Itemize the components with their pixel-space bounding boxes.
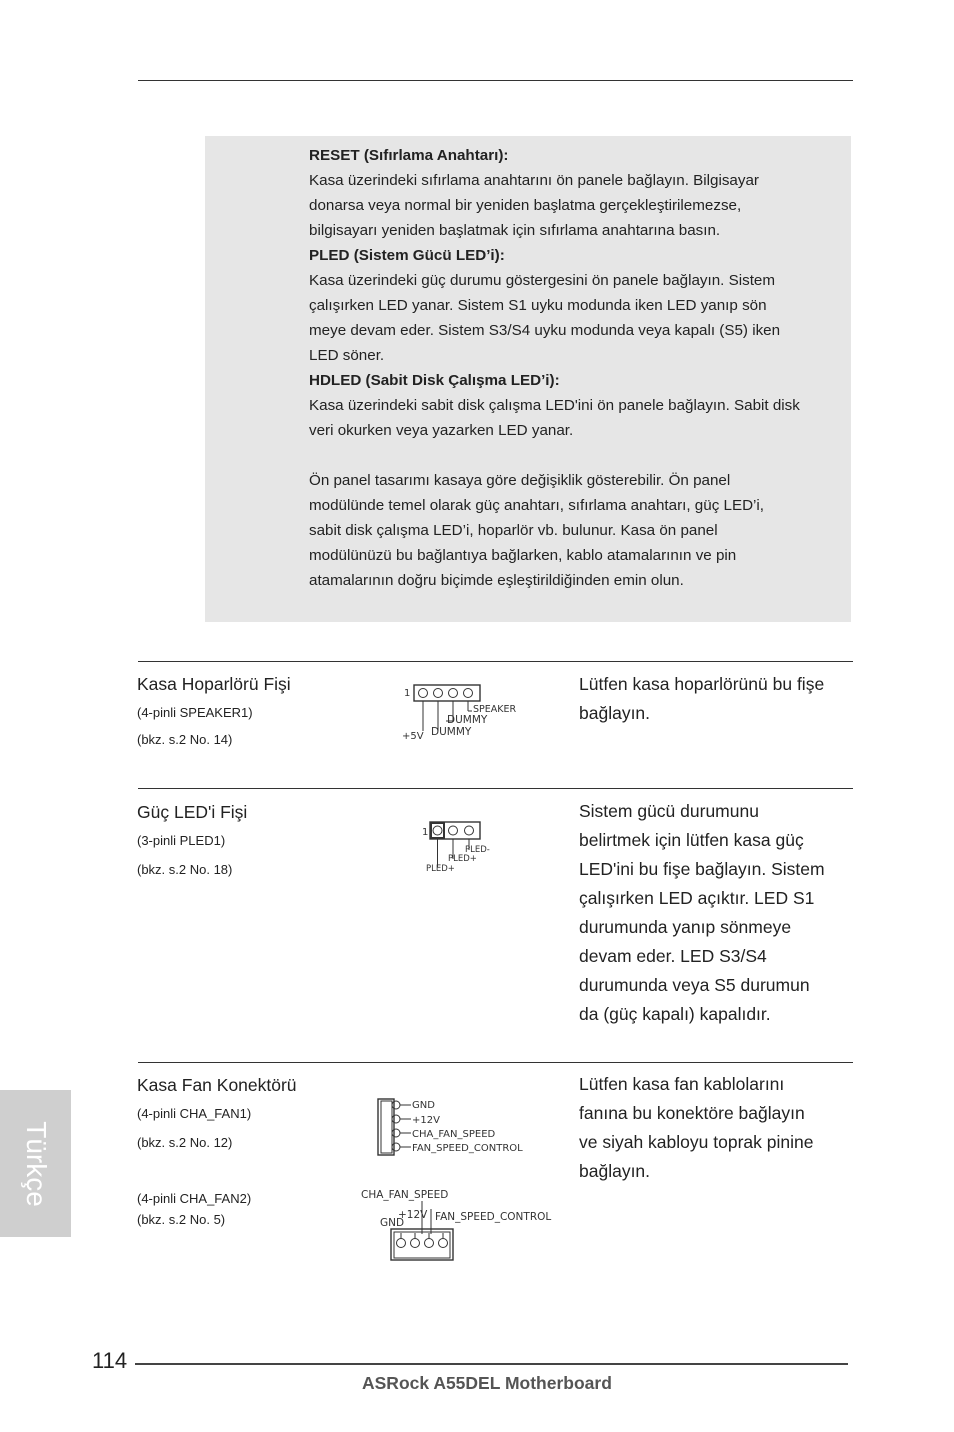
pled-description: Sistem gücü durumunu belirtmek için lütfen kasa güç LED'ini bu fişe bağlayın. Sistem çalışırken LED açıktır. LED S1 durumunda yanıp sönmeye devam eder. LED S3/S4 durumunda veya S5 durumun da (güç kapalı) kapalıdır. xyxy=(579,801,825,1024)
speaker-section-rule xyxy=(138,661,853,662)
gnd-pin-label: GND xyxy=(380,1217,405,1229)
pled-plus-label: PLED+ xyxy=(426,864,455,874)
cha-fan2-connector-diagram xyxy=(358,1185,563,1263)
fan-control-pin-label: FAN_SPEED_CONTROL xyxy=(435,1211,552,1223)
top-rule xyxy=(138,80,853,81)
fan1-pin-spec: (4-pinli CHA_FAN1) xyxy=(137,1106,252,1121)
pled-section-rule xyxy=(138,788,853,789)
pled-line: çalışırken LED yanar. Sistem S1 uyku modunda iken LED yanıp sön xyxy=(309,297,767,314)
cha-fan1-connector-diagram xyxy=(375,1095,545,1161)
dummy-pin-label: DUMMY xyxy=(431,726,472,738)
pled-line: meye devam eder. Sistem S3/S4 uyku modunda veya kapalı (S5) iken xyxy=(309,322,781,339)
pled-line: Kasa üzerindeki güç durumu göstergesini ön panele bağlayın. Sistem xyxy=(309,272,776,289)
fan-title: Kasa Fan Konektörü xyxy=(137,1075,297,1095)
language-side-tab xyxy=(0,1090,71,1237)
pled-page-ref: (bkz. s.2 No. 18) xyxy=(137,862,233,877)
front-panel-info-text xyxy=(309,143,854,593)
pin1-label: 1 xyxy=(404,688,411,699)
pled-minus-label: PLED- xyxy=(465,845,490,855)
reset-heading: RESET (Sıfırlama Anahtarı): xyxy=(309,147,509,164)
speaker-description: Lütfen kasa hoparlörünü bu fişe bağlayın. xyxy=(579,674,825,723)
page-number: 114 xyxy=(92,1348,128,1373)
footer-rule xyxy=(135,1363,848,1365)
pin1-label: 1 xyxy=(422,827,429,838)
note-line: modülünüzü bu bağlantıya bağlarken, kablo atamalarının ve pin xyxy=(309,547,737,564)
note-line: sabit disk çalışma LED’i, hoparlör vb. bulunur. Kasa ön panel xyxy=(309,522,718,539)
hdled-line: veri okurken veya yazarken LED yanar. xyxy=(309,422,574,439)
speaker-title: Kasa Hoparlörü Fişi xyxy=(137,674,291,694)
gnd-pin-label: GND xyxy=(412,1100,435,1111)
note-line: atamalarının doğru biçimde eşleştirildiğinden emin olun. xyxy=(309,572,684,589)
dummy-pin-label: DUMMY xyxy=(447,714,488,726)
5v-pin-label: +5V xyxy=(402,731,424,742)
reset-line: bilgisayarı yeniden başlatmak için sıfırlama anahtarına basın. xyxy=(309,222,721,239)
fan-speed-pin-label: CHA_FAN_SPEED xyxy=(361,1189,449,1201)
fan-description: Lütfen kasa fan kablolarını fanına bu konektöre bağlayın ve siyah kabloyu toprak pinine bağlayın. xyxy=(579,1074,814,1181)
fan-control-pin-label: FAN_SPEED_CONTROL xyxy=(412,1143,523,1154)
pled-heading: PLED (Sistem Gücü LED’i): xyxy=(309,247,505,264)
hdled-heading: HDLED (Sabit Disk Çalışma LED’i): xyxy=(309,372,560,389)
speaker-page-ref: (bkz. s.2 No. 14) xyxy=(137,732,233,747)
pled-title: Güç LED'i Fişi xyxy=(137,802,248,822)
hdled-line: Kasa üzerindeki sabit disk çalışma LED'ini ön panele bağlayın. Sabit disk xyxy=(309,397,800,414)
pled-connector-diagram xyxy=(420,817,510,875)
fan2-page-ref: (bkz. s.2 No. 5) xyxy=(137,1212,226,1227)
footer-product-name: ASRock A55DEL Motherboard xyxy=(362,1373,612,1393)
reset-line: donarsa veya normal bir yeniden başlatma gerçekleştirilemezse, xyxy=(309,197,742,214)
pled-line: LED söner. xyxy=(309,347,385,364)
fan-section-rule xyxy=(138,1062,853,1063)
language-tab-label: Türkçe xyxy=(20,1120,52,1207)
fan1-page-ref: (bkz. s.2 No. 12) xyxy=(137,1135,233,1150)
12v-pin-label: +12V xyxy=(398,1209,428,1221)
note-line: modülünde temel olarak güç anahtarı, sıfırlama anahtarı, güç LED’i, xyxy=(309,497,765,514)
12v-pin-label: +12V xyxy=(412,1115,440,1126)
pled-plus-label: PLED+ xyxy=(448,854,477,864)
note-line: Ön panel tasarımı kasaya göre değişiklik gösterebilir. Ön panel xyxy=(309,472,731,489)
speaker-pin-spec: (4-pinli SPEAKER1) xyxy=(137,705,253,720)
speaker-connector-diagram xyxy=(400,680,540,744)
pled-pin-spec: (3-pinli PLED1) xyxy=(137,833,226,848)
speaker-pin-label: SPEAKER xyxy=(473,704,517,715)
fan-speed-pin-label: CHA_FAN_SPEED xyxy=(412,1129,496,1140)
fan2-pin-spec: (4-pinli CHA_FAN2) xyxy=(137,1191,252,1206)
reset-line: Kasa üzerindeki sıfırlama anahtarını ön panele bağlayın. Bilgisayar xyxy=(309,172,759,189)
